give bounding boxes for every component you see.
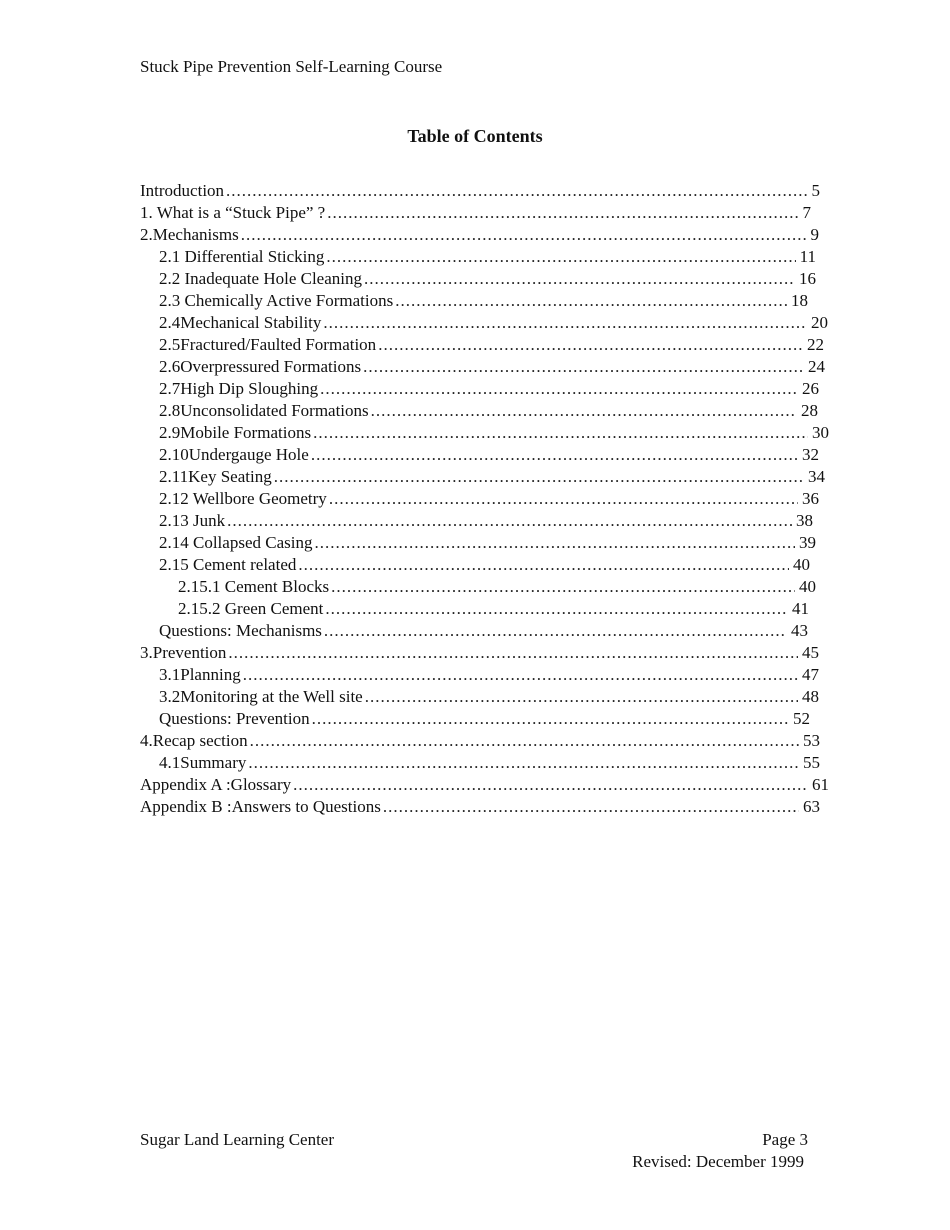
toc-entry-summary [140, 752, 820, 774]
toc-entry-label: Questions: Prevention [159, 709, 310, 728]
toc-entry-number: 2.7 [159, 379, 181, 398]
toc-leader [329, 488, 798, 510]
toc-entry-page: 9 [810, 225, 819, 244]
toc-leader [395, 290, 787, 312]
toc-entry-green-cement [140, 598, 809, 620]
toc-entry-page: 48 [802, 687, 819, 706]
toc-entry-page: 28 [801, 401, 818, 420]
toc-entry-prevention [140, 642, 819, 664]
toc-entry-label: Unconsolidated Formations [180, 401, 369, 420]
toc-entry-page: 45 [802, 643, 819, 662]
toc-leader [365, 686, 798, 708]
toc-entry-page: 43 [791, 621, 808, 640]
toc-entry-chemically-active-formations [140, 290, 808, 312]
toc-entry-label: Overpressured Formations [180, 357, 362, 376]
toc-entry-page: 61 [812, 775, 829, 794]
toc-entry-number: 2.5 [159, 335, 181, 354]
toc-entry-number: 2.11 [159, 467, 189, 486]
toc-entry-what-is-stuck-pipe [140, 202, 811, 224]
toc-entry-label: Mechanisms [152, 225, 239, 244]
toc-entry-label: 2.3 Chemically Active Formations [159, 291, 394, 310]
toc-leader [311, 444, 798, 466]
toc-entry-page: 36 [802, 489, 819, 508]
toc-leader [241, 224, 807, 246]
footer-organization: Sugar Land Learning Center [140, 1130, 335, 1149]
footer-revised-date: Revised: December 1999 [632, 1152, 804, 1171]
toc-entry-label: Answers to Questions [231, 797, 381, 816]
toc-leader [378, 334, 803, 356]
footer-page-number: Page 3 [762, 1130, 808, 1149]
toc-entry-inadequate-hole-cleaning [140, 268, 816, 290]
toc-entry-label: Undergauge Hole [188, 445, 309, 464]
toc-entry-page: 5 [811, 181, 820, 200]
toc-entry-page: 11 [799, 247, 816, 266]
toc-leader [250, 730, 799, 752]
toc-entry-questions-mechanisms [140, 620, 808, 642]
toc-entry-page: 18 [791, 291, 808, 310]
toc-entry-page: 47 [802, 665, 819, 684]
toc-leader [327, 202, 798, 224]
toc-entry-label: Monitoring at the Well site [180, 687, 363, 706]
toc-leader [312, 708, 789, 730]
toc-leader [293, 774, 808, 796]
toc-entry-page: 32 [802, 445, 819, 464]
toc-entry-appendix-b [140, 796, 820, 818]
toc-entry-collapsed-casing [140, 532, 816, 554]
toc-entry-label: 2.12 Wellbore Geometry [159, 489, 327, 508]
toc-list [140, 180, 840, 818]
toc-entry-page: 40 [793, 555, 810, 574]
toc-entry-planning [140, 664, 819, 686]
toc-leader [313, 422, 808, 444]
toc-entry-page: 20 [811, 313, 828, 332]
toc-entry-fractured-faulted-formation [140, 334, 824, 356]
toc-entry-label: Fractured/Faulted Formation [180, 335, 377, 354]
toc-leader [227, 510, 792, 532]
toc-entry-number: 2.8 [159, 401, 181, 420]
toc-leader [226, 180, 807, 202]
toc-entry-questions-prevention [140, 708, 810, 730]
toc-entry-page: 7 [802, 203, 811, 222]
toc-entry-cement-blocks [140, 576, 816, 598]
toc-leader [363, 356, 804, 378]
toc-leader [314, 532, 795, 554]
toc-entry-monitoring [140, 686, 819, 708]
toc-leader [320, 378, 798, 400]
toc-entry-label: 2.15.1 Cement Blocks [178, 577, 330, 596]
toc-entry-page: 26 [802, 379, 819, 398]
toc-entry-number: 4.1 [159, 753, 181, 772]
toc-entry-page: 55 [803, 753, 820, 772]
toc-entry-number: 2.9 [159, 423, 181, 442]
toc-entry-number: 2.6 [159, 357, 181, 376]
toc-entry-introduction [140, 180, 820, 202]
toc-entry-high-dip-sloughing [140, 378, 819, 400]
toc-entry-cement-related [140, 554, 810, 576]
toc-entry-page: 63 [803, 797, 820, 816]
toc-entry-junk [140, 510, 813, 532]
toc-entry-label: 1. What is a “Stuck Pipe” ? [140, 203, 326, 222]
toc-entry-label: Introduction [140, 181, 225, 200]
toc-entry-number: 2.10 [159, 445, 189, 464]
toc-entry-page: 24 [808, 357, 825, 376]
toc-entry-overpressured-formations [140, 356, 825, 378]
toc-entry-page: 39 [799, 533, 816, 552]
toc-entry-number: 3.1 [159, 665, 181, 684]
toc-leader [323, 312, 807, 334]
toc-entry-label: Questions: Mechanisms [159, 621, 322, 640]
toc-leader [364, 268, 795, 290]
toc-entry-label: Key Seating [188, 467, 272, 486]
toc-entry-number: 2.4 [159, 313, 181, 332]
toc-entry-number: Appendix A : [140, 775, 231, 794]
toc-leader [274, 466, 804, 488]
toc-entry-mechanical-stability [140, 312, 828, 334]
toc-entry-label: Mechanical Stability [180, 313, 322, 332]
toc-entry-unconsolidated-formations [140, 400, 818, 422]
toc-leader [371, 400, 797, 422]
toc-entry-label: 2.15.2 Green Cement [178, 599, 324, 618]
toc-entry-page: 34 [808, 467, 825, 486]
toc-entry-label: Mobile Formations [180, 423, 312, 442]
toc-entry-page: 30 [812, 423, 829, 442]
toc-leader [248, 752, 799, 774]
toc-entry-number: Appendix B : [140, 797, 232, 816]
toc-entry-page: 38 [796, 511, 813, 530]
toc-entry-differential-sticking [140, 246, 816, 268]
toc-entry-appendix-a [140, 774, 829, 796]
toc-entry-page: 40 [799, 577, 816, 596]
toc-entry-label: 2.13 Junk [159, 511, 226, 530]
toc-entry-page: 41 [792, 599, 809, 618]
document-header: Stuck Pipe Prevention Self-Learning Course [140, 57, 443, 76]
toc-entry-number: 3. [140, 643, 153, 662]
toc-entry-number: 4. [140, 731, 153, 750]
toc-leader [383, 796, 799, 818]
toc-entry-label: Recap section [152, 731, 248, 750]
toc-entry-label: 2.2 Inadequate Hole Cleaning [159, 269, 362, 288]
toc-entry-wellbore-geometry [140, 488, 819, 510]
toc-entry-undergauge-hole [140, 444, 819, 466]
toc-entry-key-seating [140, 466, 825, 488]
toc-entry-label: Prevention [152, 643, 227, 662]
toc-entry-label: 2.1 Differential Sticking [159, 247, 325, 266]
toc-entry-page: 16 [799, 269, 816, 288]
toc-entry-mobile-formations [140, 422, 829, 444]
toc-entry-label: High Dip Sloughing [180, 379, 319, 398]
toc-entry-number: 3.2 [159, 687, 181, 706]
toc-entry-page: 52 [793, 709, 810, 728]
toc-leader [243, 664, 798, 686]
toc-leader [298, 554, 789, 576]
toc-entry-label: Planning [180, 665, 241, 684]
toc-leader [326, 246, 795, 268]
toc-entry-page: 53 [803, 731, 820, 750]
toc-entry-mechanisms [140, 224, 819, 246]
toc-title: Table of Contents [407, 126, 543, 146]
toc-entry-label: 2.14 Collapsed Casing [159, 533, 313, 552]
toc-leader [324, 620, 787, 642]
toc-entry-recap-section [140, 730, 820, 752]
toc-entry-page: 22 [807, 335, 824, 354]
toc-leader [228, 642, 798, 664]
toc-entry-label: Glossary [230, 775, 292, 794]
toc-entry-label: Summary [180, 753, 247, 772]
toc-entry-number: 2. [140, 225, 153, 244]
toc-entry-label: 2.15 Cement related [159, 555, 297, 574]
toc-leader [325, 598, 788, 620]
toc-leader [331, 576, 795, 598]
